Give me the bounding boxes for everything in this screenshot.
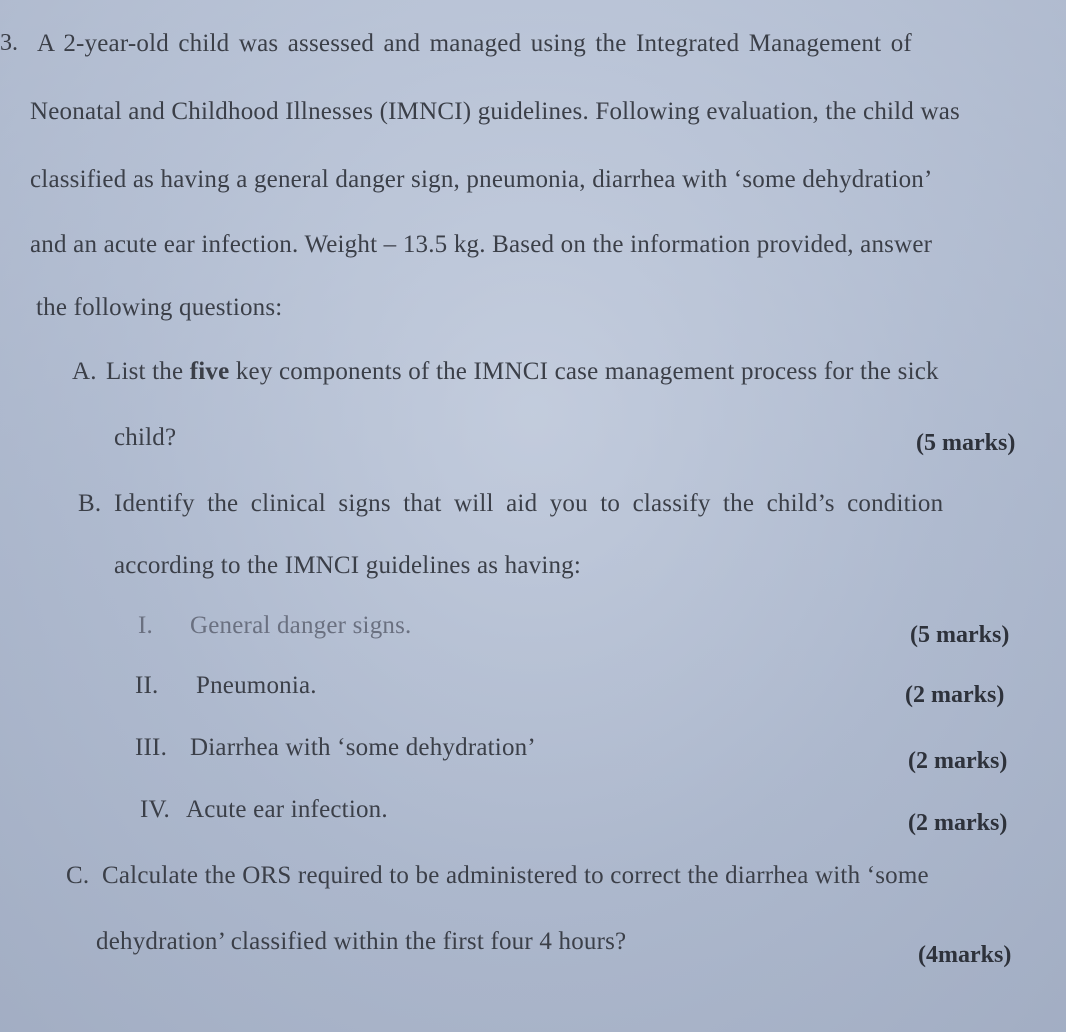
stem-line-2: Neonatal and Childhood Illnesses (IMNCI) guidelines. Following evaluation, the child was (30, 98, 960, 125)
part-b-label: B. (78, 490, 102, 517)
part-b-item-numeral: IV. (140, 796, 171, 823)
part-a-line-2: child? (114, 424, 177, 451)
part-b-item-marks: (5 marks) (910, 622, 1010, 648)
part-b-item-marks: (2 marks) (908, 748, 1008, 774)
part-b-item-text: General danger signs. (190, 612, 412, 639)
stem-line-1: A 2-year-old child was assessed and managed using the Integrated Management of (37, 30, 912, 57)
part-b-item-text: Pneumonia. (196, 672, 317, 699)
part-c-line-2: dehydration’ classified within the first four 4 hours? (96, 928, 627, 955)
part-b-line-1: Identify the clinical signs that will aid you to classify the child’s condition (114, 490, 944, 517)
part-a-label: A. (72, 358, 97, 385)
part-b-item-text: Acute ear infection. (186, 796, 388, 823)
part-c-line-1: Calculate the ORS required to be administered to correct the diarrhea with ‘some (102, 862, 929, 889)
part-b-item-marks: (2 marks) (905, 682, 1005, 708)
part-b-item-text: Diarrhea with ‘some dehydration’ (190, 734, 536, 761)
part-c-label: C. (66, 862, 90, 889)
part-a-line-1: List the five key components of the IMNCI case management process for the sick (106, 358, 939, 385)
part-c-marks: (4marks) (918, 942, 1012, 968)
part-b-item-numeral: III. (135, 734, 168, 761)
stem-line-3: classified as having a general danger sign, pneumonia, diarrhea with ‘some dehydration’ (30, 166, 933, 193)
part-b-item-numeral: I. (138, 612, 153, 639)
part-a-marks: (5 marks) (916, 430, 1016, 456)
part-b-item-marks: (2 marks) (908, 810, 1008, 836)
part-b-line-2: according to the IMNCI guidelines as having: (114, 552, 582, 579)
question-number: 3. (0, 30, 18, 56)
stem-line-5: the following questions: (36, 294, 283, 321)
part-b-item-numeral: II. (135, 672, 159, 699)
part-a-emphasis: five (189, 358, 230, 385)
stem-line-4: and an acute ear infection. Weight – 13.5 kg. Based on the information provided, answer (30, 231, 933, 258)
